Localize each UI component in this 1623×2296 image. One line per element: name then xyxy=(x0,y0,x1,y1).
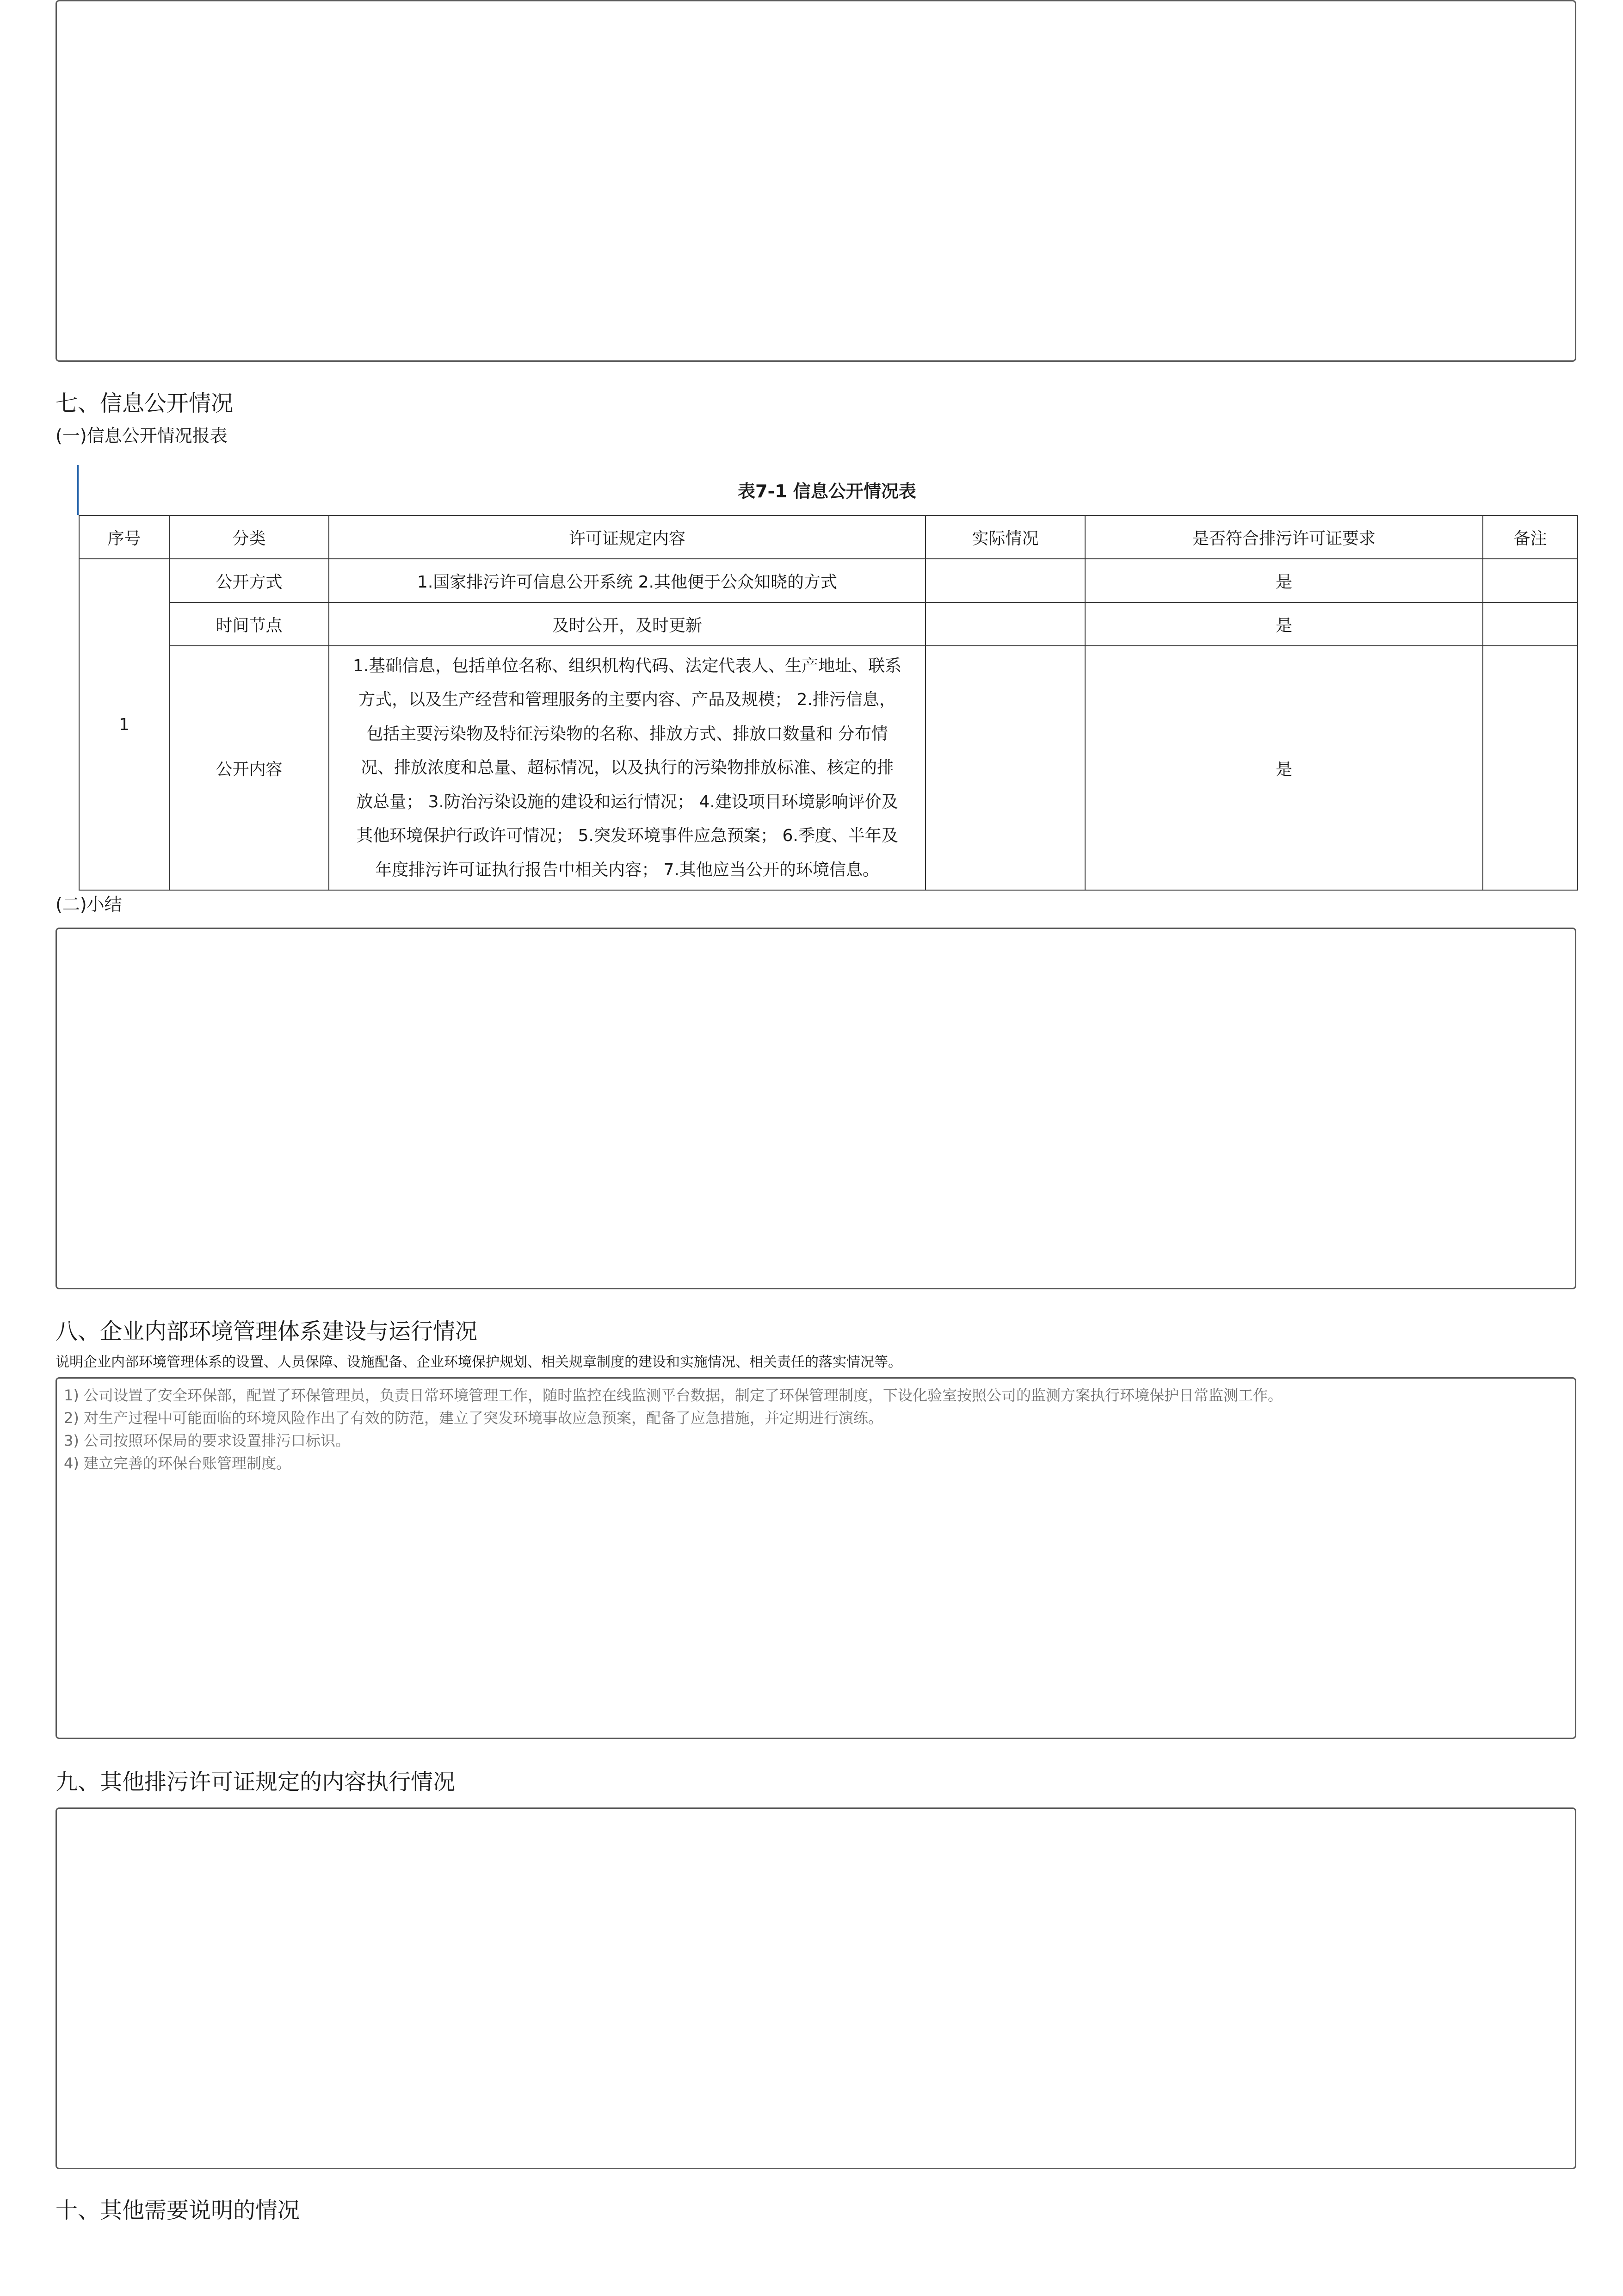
row-number: 1 xyxy=(79,559,169,890)
section-9-title: 九、其他排污许可证规定的内容执行情况 xyxy=(56,1769,456,1795)
summary-textarea[interactable] xyxy=(56,928,1576,1289)
management-system-text xyxy=(64,1384,1283,1475)
text-line: 1) 公司设置了安全环保部，配置了环保管理员，负责日常环境管理工作，随时监控在线监测平台数据，制定了环保管理制度，下设化验室按照公司的监测方案执行环境保护日常监测工作。 xyxy=(64,1386,1283,1404)
row-remark-input[interactable] xyxy=(1483,646,1578,890)
row-actual-input[interactable] xyxy=(926,646,1085,890)
text-line: 3) 公司按照环保局的要求设置排污口标识。 xyxy=(64,1432,351,1449)
content-line: 方式，以及生产经营和管理服务的主要内容、产品及规模； 2.排污信息， xyxy=(358,690,896,710)
header-compliant: 是否符合排污许可证要求 xyxy=(1085,515,1483,559)
content-line: 其他环境保护行政许可情况； 5.突发环境事件应急预案； 6.季度、半年及 xyxy=(356,826,898,846)
row-category: 时间节点 xyxy=(169,602,329,646)
row-actual-input[interactable] xyxy=(926,559,1085,602)
table-caption: 表7-1 信息公开情况表 xyxy=(738,481,916,501)
table-row xyxy=(79,646,1578,890)
other-permit-textarea[interactable] xyxy=(56,1807,1576,2169)
previous-summary-textarea[interactable] xyxy=(56,0,1576,362)
header-content: 许可证规定内容 xyxy=(329,515,926,559)
header-category: 分类 xyxy=(169,515,329,559)
header-remark: 备注 xyxy=(1483,515,1578,559)
row-content: 及时公开，及时更新 xyxy=(329,602,926,646)
table-row xyxy=(79,559,1578,602)
row-category: 公开方式 xyxy=(169,559,329,602)
header-no: 序号 xyxy=(79,515,169,559)
row-remark-input[interactable] xyxy=(1483,559,1578,602)
text-line: 2) 对生产过程中可能面临的环境风险作出了有效的防范，建立了突发环境事故应急预案，配备了应急措施，并定期进行演练。 xyxy=(64,1409,883,1427)
table-row xyxy=(79,602,1578,646)
header-actual: 实际情况 xyxy=(926,515,1085,559)
content-line: 放总量； 3.防治污染设施的建设和运行情况； 4.建设项目环境影响评价及 xyxy=(356,792,898,811)
section-10-title: 十、其他需要说明的情况 xyxy=(56,2197,300,2223)
row-category: 公开内容 xyxy=(169,646,329,890)
info-disclosure-table xyxy=(79,515,1578,891)
content-line: 年度排污许可证执行报告中相关内容； 7.其他应当公开的环境信息。 xyxy=(375,860,879,879)
content-line: 况、排放浓度和总量、超标情况，以及执行的污染物排放标准、核定的排 xyxy=(360,758,894,778)
content-line: 包括主要污染物及特征污染物的名称、排放方式、排放口数量和 分布情 xyxy=(366,724,888,743)
section-7-subtitle-2: (二)小结 xyxy=(56,894,122,915)
row-content-multiline xyxy=(329,646,926,890)
row-content: 1.国家排污许可信息公开系统 2.其他便于公众知晓的方式 xyxy=(329,559,926,602)
table-header-row xyxy=(79,515,1578,559)
section-8-title: 八、企业内部环境管理体系建设与运行情况 xyxy=(56,1318,478,1344)
row-compliant: 是 xyxy=(1085,559,1483,602)
text-line: 4) 建立完善的环保台账管理制度。 xyxy=(64,1454,291,1472)
row-compliant: 是 xyxy=(1085,602,1483,646)
section-8-note: 说明企业内部环境管理体系的设置、人员保障、设施配备、企业环境保护规划、相关规章制度的建设和实施情况、相关责任的落实情况等。 xyxy=(56,1354,902,1370)
section-7-subtitle-1: (一)信息公开情况报表 xyxy=(56,426,228,446)
section-7-title: 七、信息公开情况 xyxy=(56,390,234,416)
row-compliant: 是 xyxy=(1085,646,1483,890)
content-line: 1.基础信息，包括单位名称、组织机构代码、法定代表人、生产地址、联系 xyxy=(352,656,902,675)
row-actual-input[interactable] xyxy=(926,602,1085,646)
row-remark-input[interactable] xyxy=(1483,602,1578,646)
